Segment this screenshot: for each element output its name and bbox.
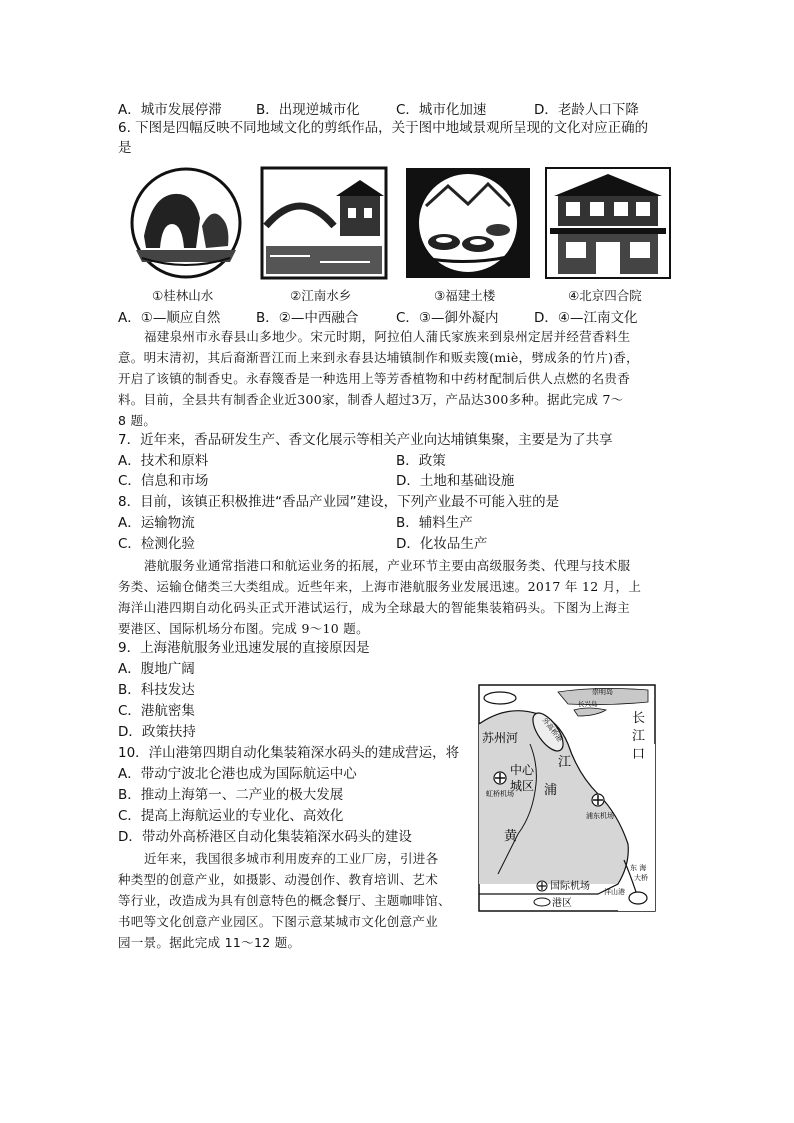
passage1-line1: 福建泉州市永春县山多地少。宋元时期，阿拉伯人蒲氏家族来到泉州定居并经营香料生: [144, 329, 631, 344]
q8-option-b: B．辅料生产: [396, 515, 473, 531]
passage2-line1: 港航服务业通常指港口和航运业务的拓展，产业环节主要由高级服务类、代理与技术服: [144, 558, 631, 573]
passage3-line1: 近年来，我国很多城市利用废弃的工业厂房，引进各: [144, 851, 439, 866]
map-label-chongming: 崇明岛: [592, 688, 613, 696]
q5-option-c: C．城市化加速: [396, 102, 487, 118]
q10-stem: 10．洋山港第四期自动化集装箱深水码头的建成营运，将: [118, 745, 460, 761]
map-label-changjiang-1: 长: [632, 711, 646, 726]
passage1-line3: 开启了该镇的制香史。永春篾香是一种选用上等芳香植物和中药材配制后供人点燃的名贵香: [118, 371, 631, 386]
passage-yongchun: [118, 326, 674, 431]
q7-stem: 7．近年来，香品研发生产、香文化展示等相关产业向达埔镇集聚，主要是为了共享: [118, 432, 613, 448]
passage2-line3: 海洋山港四期自动化码头正式开港试运行，成为全球最大的智能集装箱码头。下图为上海主: [118, 600, 631, 615]
q6-option-d: D．④—江南文化: [534, 310, 638, 326]
map-label-waigaoqiao: 外高桥港: [540, 716, 564, 744]
map-label-jiang: 江: [558, 755, 572, 770]
map-label-zhongxin-2: 城区: [510, 779, 535, 793]
beijing-siheyuan-papercut-image: [544, 166, 672, 280]
q8-option-a: A．运输物流: [118, 515, 195, 531]
passage1-line2: 意。明末清初，其后裔渐晋江而上来到永春县达埔镇制作和贩卖篾(miè，劈成条的竹片)香，: [118, 350, 639, 365]
map-label-changjiang-2: 江: [632, 729, 646, 744]
q5-option-b: B．出现逆城市化: [256, 102, 360, 118]
passage1-line5: 8 题。: [118, 413, 157, 428]
q6-caption-4: ④北京四合院: [568, 288, 642, 303]
map-label-changxing: 长兴岛: [578, 700, 598, 708]
map-legend-port: 港区: [552, 898, 572, 909]
passage3-line3: 等行业，改造成为具有创意特色的概念餐厅、主题咖啡馆、: [118, 893, 451, 908]
q10-option-a: A．带动宁波北仑港也成为国际航运中心: [118, 766, 357, 782]
passage-creative-industry: [118, 848, 470, 953]
q8-option-c: C．检测化验: [118, 536, 195, 552]
q7-option-d: D．土地和基础设施: [396, 473, 515, 489]
passage-shanghai-port: [118, 555, 674, 639]
passage3-line4: 书吧等文化创意产业园区。下图示意某城市文化创意产业: [118, 914, 439, 929]
q9-option-d: D．政策扶持: [118, 724, 196, 740]
jiangnan-papercut-image: [260, 166, 388, 280]
q7-option-a: A．技术和原料: [118, 453, 209, 469]
q6-caption-3: ③福建土楼: [434, 288, 496, 303]
fujian-tulou-papercut-image: [404, 166, 532, 280]
q10-option-b: B．推动上海第一、二产业的极大发展: [118, 787, 344, 803]
q6-stem-line2: 是: [118, 140, 132, 156]
q5-option-a: A．城市发展停滞: [118, 102, 222, 118]
map-label-pudong-airport: 浦东机场: [586, 812, 614, 820]
map-label-huang: 黄: [504, 829, 518, 844]
map-label-zhongxin-1: 中心: [510, 763, 535, 777]
q7-option-b: B．政策: [396, 453, 446, 469]
q6-caption-1: ①桂林山水: [152, 288, 214, 303]
passage2-line2: 务类、运输仓储类三大类组成。近些年来，上海市港航服务业发展迅速。2017 年 12 月，上: [118, 579, 642, 594]
guilin-papercut-image: [122, 166, 250, 280]
q8-option-d: D．化妆品生产: [396, 536, 488, 552]
map-label-pu: 浦: [544, 783, 558, 798]
map-label-donghai-2: 大桥: [634, 874, 648, 882]
passage1-line4: 料。目前，全县共有制香企业近300家，制香人超过3万，产品达300多种。据此完成 7～: [118, 392, 624, 407]
q6-stem-line1: 6. 下图是四幅反映不同地域文化的剪纸作品，关于图中地域景观所呈现的文化对应正确的: [118, 120, 649, 136]
q6-caption-2: ②江南水乡: [290, 288, 352, 303]
shanghai-port-map: [478, 684, 656, 912]
map-label-hongqiao-airport: 虹桥机场: [486, 790, 514, 798]
map-label-changjiang-3: 口: [632, 747, 646, 762]
q8-stem: 8．目前，该镇正积极推进“香品产业园”建设，下列产业最不可能入驻的是: [118, 494, 560, 510]
q10-option-c: C．提高上海航运业的专业化、高效化: [118, 808, 344, 824]
q9-option-b: B．科技发达: [118, 682, 195, 698]
q6-option-c: C．③—御外凝内: [396, 310, 499, 326]
map-label-suzhouhe: 苏州河: [482, 731, 519, 745]
passage2-line4: 要港区、国际机场分布图。完成 9～10 题。: [118, 621, 369, 636]
q9-option-c: C．港航密集: [118, 703, 195, 719]
passage3-line2: 种类型的创意产业，如摄影、动漫创作、教育培训、艺术: [118, 872, 439, 887]
q6-option-b: B．②—中西融合: [256, 310, 359, 326]
q5-option-d: D．老龄人口下降: [534, 102, 639, 118]
q10-option-d: D．带动外高桥港区自动化集装箱深水码头的建设: [118, 829, 412, 845]
q6-option-a: A．①—顺应自然: [118, 310, 221, 326]
q9-stem: 9．上海港航服务业迅速发展的直接原因是: [118, 640, 370, 656]
map-legend-airport: 国际机场: [550, 881, 590, 892]
map-label-donghai-1: 东 海: [630, 864, 647, 872]
map-label-yangshan: 洋山港: [604, 888, 625, 896]
q9-option-a: A．腹地广阔: [118, 661, 195, 677]
q7-option-c: C．信息和市场: [118, 473, 209, 489]
passage3-line5: 园一景。据此完成 11～12 题。: [118, 935, 301, 950]
